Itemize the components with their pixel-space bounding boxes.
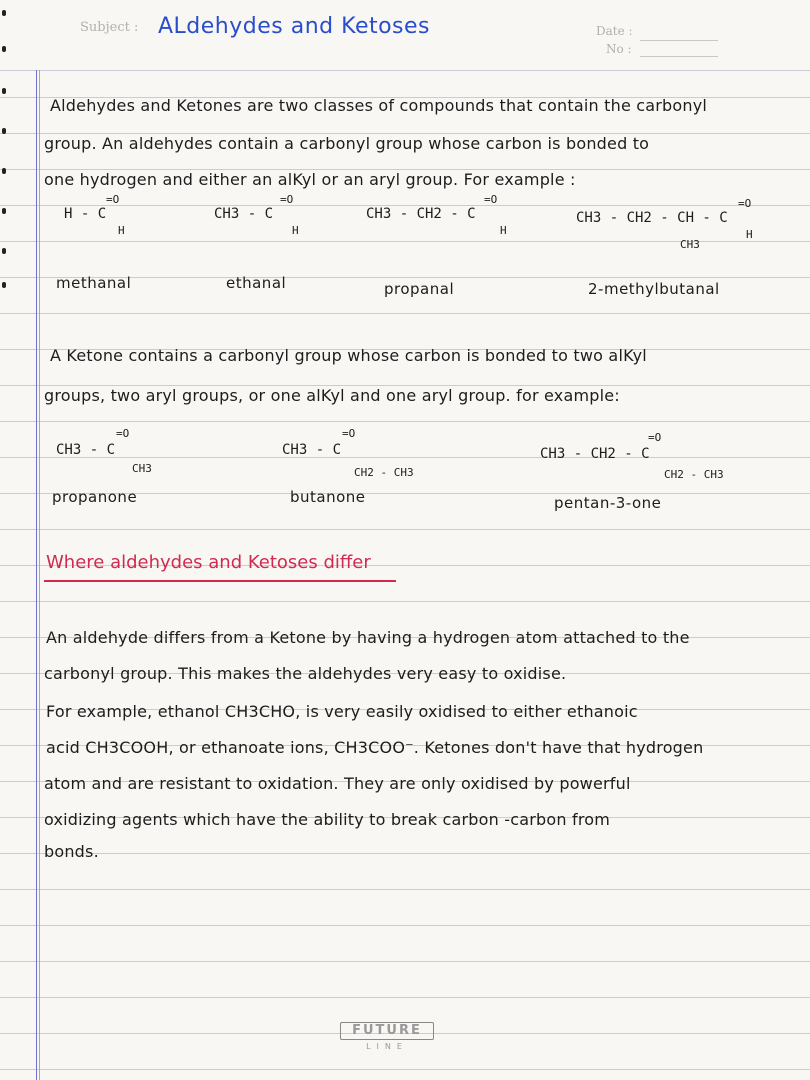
punch-hole xyxy=(2,10,6,16)
punch-hole xyxy=(2,88,6,94)
punch-hole xyxy=(2,128,6,134)
para3-line: oxidizing agents which have the ability to break carbon -carbon from xyxy=(44,810,611,829)
para3-line: acid CH3COOH, or ethanoate ions, CH3COO⁻. Ketones don't have that hydrogen xyxy=(46,738,704,757)
no-label: No : xyxy=(606,42,632,56)
compound-name: propanal xyxy=(384,280,455,298)
para2-line: groups, two aryl groups, or one alKyl and one aryl group. for example: xyxy=(44,386,620,405)
formula-main: H - C xyxy=(64,206,107,222)
page-title: ALdehydes and Ketoses xyxy=(158,14,431,39)
para1-line: one hydrogen and either an alKyl or an aryl group. For example : xyxy=(44,170,576,189)
brand-logo xyxy=(338,1022,436,1054)
formula-top: =O xyxy=(738,197,752,210)
compound-name: pentan-3-one xyxy=(554,494,662,512)
punch-hole xyxy=(2,282,6,288)
formula-bottom: H xyxy=(118,224,125,237)
date-label: Date : xyxy=(596,24,633,38)
section-heading: Where aldehydes and Ketoses differ xyxy=(46,552,371,573)
formula-main: CH3 - CH2 - C xyxy=(540,446,650,462)
formula-top: =O xyxy=(280,193,294,206)
formula-bottom: H xyxy=(746,228,753,241)
formula-bottom: H xyxy=(292,224,299,237)
margin-line-secondary xyxy=(39,70,40,1080)
para2-line: A Ketone contains a carbonyl group whose carbon is bonded to two alKyl xyxy=(50,346,647,365)
compound-name: propanone xyxy=(52,488,138,506)
punch-hole xyxy=(2,46,6,52)
compound-name: ethanal xyxy=(226,274,287,292)
para3-line: carbonyl group. This makes the aldehydes very easy to oxidise. xyxy=(44,664,567,683)
compound-name: methanal xyxy=(56,274,132,292)
punch-hole xyxy=(2,248,6,254)
punch-hole xyxy=(2,168,6,174)
para1-line: Aldehydes and Ketones are two classes of compounds that contain the carbonyl xyxy=(50,96,708,115)
formula-bottom: CH2 - CH3 xyxy=(664,468,724,481)
logo-text-bottom: LINE xyxy=(366,1042,408,1051)
formula-branch: CH3 xyxy=(680,238,700,251)
formula-top: =O xyxy=(342,427,356,440)
formula-bottom: H xyxy=(500,224,507,237)
formula-main: CH3 - C xyxy=(214,206,274,222)
formula-main: CH3 - CH2 - CH - C xyxy=(576,210,728,226)
formula-main: CH3 - C xyxy=(282,442,342,458)
formula-main: CH3 - C xyxy=(56,442,116,458)
date-line xyxy=(640,40,718,41)
formula-top: =O xyxy=(484,193,498,206)
formula-main: CH3 - CH2 - C xyxy=(366,206,476,222)
formula-bottom: CH2 - CH3 xyxy=(354,466,414,479)
no-line xyxy=(640,56,718,57)
margin-line xyxy=(36,70,37,1080)
para3-line: atom and are resistant to oxidation. They are only oxidised by powerful xyxy=(44,774,631,793)
section-underline xyxy=(44,580,396,582)
compound-name: butanone xyxy=(290,488,366,506)
punch-hole xyxy=(2,208,6,214)
formula-top: =O xyxy=(116,427,130,440)
para1-line: group. An aldehydes contain a carbonyl group whose carbon is bonded to xyxy=(44,134,650,153)
logo-text-top: FUTURE xyxy=(340,1022,434,1040)
subject-label: Subject : xyxy=(80,20,139,35)
formula-top: =O xyxy=(106,193,120,206)
para3-line: bonds. xyxy=(44,842,99,861)
para3-line: For example, ethanol CH3CHO, is very easily oxidised to either ethanoic xyxy=(46,702,638,721)
compound-name: 2-methylbutanal xyxy=(588,280,720,298)
formula-top: =O xyxy=(648,431,662,444)
formula-bottom: CH3 xyxy=(132,462,152,475)
para3-line: An aldehyde differs from a Ketone by having a hydrogen atom attached to the xyxy=(46,628,690,647)
